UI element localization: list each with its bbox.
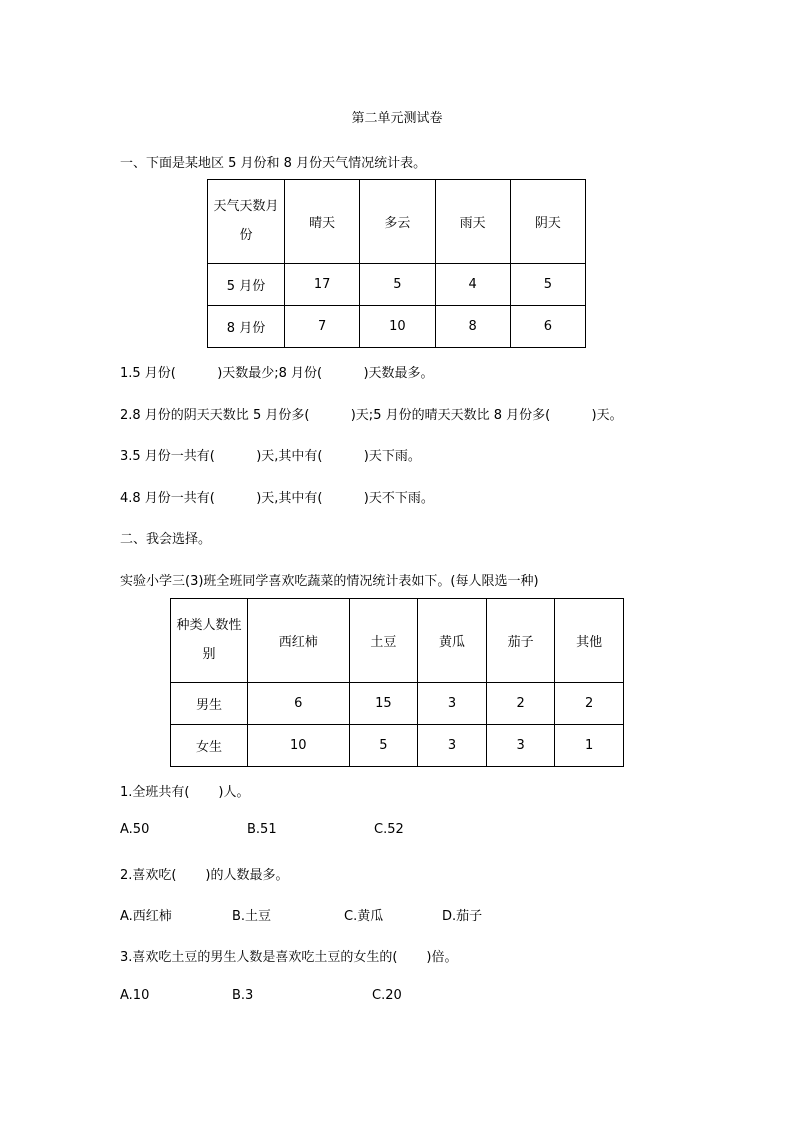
table-cell: 5 <box>349 725 418 767</box>
question-1-1: 1.5 月份( )天数最少;8 月份( )天数最多。 <box>120 366 434 381</box>
corner-top-text: 种类人数性 <box>176 617 242 633</box>
column-header: 晴天 <box>285 180 360 264</box>
table-row <box>208 306 586 348</box>
column-header: 多云 <box>360 180 435 264</box>
table-cell: 6 <box>510 306 585 348</box>
table-cell: 7 <box>285 306 360 348</box>
column-header: 西红柿 <box>248 599 350 683</box>
question-2-2: 2.喜欢吃( )的人数最多。 <box>120 868 289 883</box>
option-b: B.3 <box>232 988 254 1003</box>
table-cell: 3 <box>418 683 487 725</box>
column-header: 黄瓜 <box>418 599 487 683</box>
option-a: A.50 <box>120 822 150 837</box>
table-cell: 3 <box>486 725 555 767</box>
section2-intro: 实验小学三(3)班全班同学喜欢吃蔬菜的情况统计表如下。(每人限选一种) <box>120 574 539 589</box>
table-cell: 5 <box>510 264 585 306</box>
option-c: C.黄瓜 <box>344 909 384 924</box>
table-cell: 1 <box>555 725 624 767</box>
column-header: 其他 <box>555 599 624 683</box>
table-cell: 3 <box>418 725 487 767</box>
table-row <box>208 264 586 306</box>
table-row <box>171 683 624 725</box>
column-header: 茄子 <box>486 599 555 683</box>
table-cell: 10 <box>360 306 435 348</box>
option-a: A.西红柿 <box>120 909 172 924</box>
table-corner-cell <box>208 180 285 264</box>
table-cell: 17 <box>285 264 360 306</box>
option-a: A.10 <box>120 988 150 1003</box>
row-label: 8 月份 <box>208 306 285 348</box>
column-header: 阴天 <box>510 180 585 264</box>
option-b: B.51 <box>247 822 277 837</box>
table-cell: 2 <box>555 683 624 725</box>
table-cell: 5 <box>360 264 435 306</box>
option-b: B.土豆 <box>232 909 272 924</box>
table-corner-cell <box>171 599 248 683</box>
table-header-row <box>208 180 586 264</box>
table-cell: 15 <box>349 683 418 725</box>
table-cell: 4 <box>435 264 510 306</box>
row-label: 女生 <box>171 725 248 767</box>
weather-table <box>207 179 586 348</box>
corner-top-text: 天气天数月 <box>213 198 279 214</box>
table-header-row <box>171 599 624 683</box>
corner-bottom-text: 别 <box>202 646 216 662</box>
page-title: 第二单元测试卷 <box>351 111 443 126</box>
section2-heading: 二、我会选择。 <box>120 532 212 547</box>
option-d: D.茄子 <box>442 909 483 924</box>
table-row <box>171 725 624 767</box>
option-c: C.20 <box>372 988 402 1003</box>
question-2-1: 1.全班共有( )人。 <box>120 785 250 800</box>
column-header: 雨天 <box>435 180 510 264</box>
question-1-4: 4.8 月份一共有( )天,其中有( )天不下雨。 <box>120 491 434 506</box>
table-cell: 8 <box>435 306 510 348</box>
row-label: 男生 <box>171 683 248 725</box>
table-cell: 6 <box>248 683 350 725</box>
corner-bottom-text: 份 <box>239 227 253 243</box>
question-1-3: 3.5 月份一共有( )天,其中有( )天下雨。 <box>120 449 421 464</box>
column-header: 土豆 <box>349 599 418 683</box>
row-label: 5 月份 <box>208 264 285 306</box>
option-c: C.52 <box>374 822 404 837</box>
question-1-2: 2.8 月份的阴天天数比 5 月份多( )天;5 月份的晴天天数比 8 月份多( )天。 <box>120 408 623 423</box>
vegetable-table <box>170 598 624 767</box>
table-cell: 10 <box>248 725 350 767</box>
question-2-3: 3.喜欢吃土豆的男生人数是喜欢吃土豆的女生的( )倍。 <box>120 950 458 965</box>
section1-heading: 一、下面是某地区 5 月份和 8 月份天气情况统计表。 <box>120 156 427 171</box>
table-cell: 2 <box>486 683 555 725</box>
